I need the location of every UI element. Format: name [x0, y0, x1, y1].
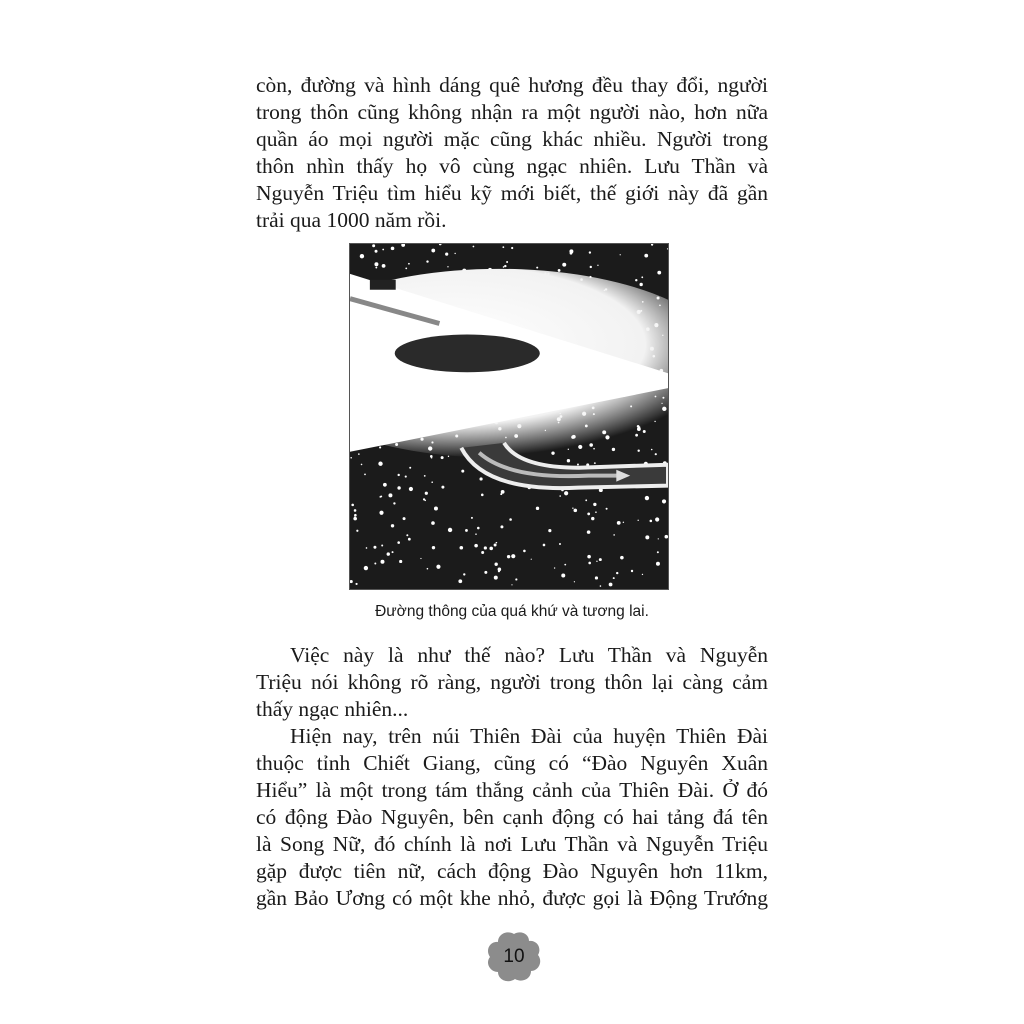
star	[474, 544, 478, 548]
star	[509, 518, 512, 521]
star	[559, 495, 561, 497]
star	[420, 558, 421, 559]
star	[523, 550, 526, 553]
text-line: còn, đường và hình dáng quê hương đều thay đổi, người	[256, 73, 768, 97]
star	[383, 483, 387, 487]
star	[657, 551, 659, 553]
star	[662, 499, 666, 503]
star	[644, 254, 648, 258]
star	[388, 493, 392, 497]
star	[448, 456, 449, 457]
text-line: gặp được tiên nữ, cách động Đào Nguyên hơn 11km,	[256, 859, 768, 883]
text-line: Hiện nay, trên núi Thiên Đài của huyện Thiên Đài	[290, 724, 768, 748]
star	[423, 498, 425, 500]
star	[366, 547, 368, 549]
page-number-badge	[485, 930, 543, 984]
star	[593, 503, 596, 506]
star	[354, 509, 357, 512]
star	[378, 462, 382, 466]
star	[639, 283, 642, 286]
star	[567, 459, 570, 462]
text-line: thấy ngạc nhiên...	[256, 697, 409, 721]
star	[501, 490, 505, 494]
star	[531, 559, 532, 560]
star	[475, 533, 477, 535]
star	[595, 511, 597, 513]
star	[665, 535, 669, 539]
star	[481, 551, 484, 554]
star	[587, 513, 590, 516]
star	[381, 544, 383, 546]
star	[458, 579, 462, 583]
star	[393, 502, 395, 504]
star	[484, 546, 487, 549]
star	[572, 507, 573, 508]
text-line: Hiểu” là một trong tám thắng cảnh của Thiên Đài. Ở đó	[256, 778, 768, 802]
star	[650, 520, 653, 523]
spaceship	[370, 280, 396, 290]
star	[599, 558, 602, 561]
star	[561, 573, 565, 577]
star	[387, 552, 390, 555]
star	[373, 546, 376, 549]
star	[398, 474, 400, 476]
star	[597, 265, 598, 266]
star	[364, 473, 366, 475]
star	[431, 249, 435, 253]
star	[409, 487, 413, 491]
text-line: trong thôn cũng không nhận ra một người nào, hơn nữa	[256, 100, 768, 124]
star	[494, 543, 497, 546]
star	[408, 538, 411, 541]
star	[591, 517, 594, 520]
star	[374, 563, 376, 565]
star	[405, 475, 407, 477]
star	[406, 534, 408, 536]
text-line: quần áo mọi người mặc cũng khác nhiều. Người trong	[256, 127, 768, 151]
star	[637, 520, 638, 521]
star	[484, 571, 487, 574]
star	[631, 570, 633, 572]
star	[645, 496, 649, 500]
star	[543, 544, 546, 547]
star	[351, 504, 354, 507]
star	[361, 464, 363, 466]
star	[548, 529, 551, 532]
star	[655, 517, 659, 521]
star	[441, 456, 444, 459]
star	[479, 477, 482, 480]
star	[431, 457, 433, 459]
star	[589, 251, 591, 253]
star	[397, 541, 400, 544]
star	[496, 542, 498, 544]
star	[355, 583, 357, 585]
star	[432, 546, 435, 549]
page-number: 10	[503, 946, 525, 967]
star	[590, 266, 592, 268]
star	[511, 247, 513, 249]
star	[382, 264, 386, 268]
star	[481, 494, 484, 497]
star	[392, 551, 394, 553]
star	[460, 546, 464, 550]
star	[570, 252, 573, 255]
star	[562, 263, 566, 267]
text-line: gần Bảo Ương có một khe nhỏ, được gọi là Động Trướng	[256, 886, 768, 910]
star	[375, 267, 377, 269]
star	[461, 470, 464, 473]
star	[405, 267, 407, 269]
star	[511, 554, 515, 558]
star	[403, 517, 406, 520]
star	[473, 246, 475, 248]
wormhole-opening	[395, 334, 540, 372]
star	[445, 253, 448, 256]
star	[613, 577, 615, 579]
star	[356, 530, 358, 532]
star	[515, 578, 517, 580]
star	[431, 481, 433, 483]
star	[613, 534, 615, 536]
star	[426, 260, 428, 262]
star	[364, 566, 368, 570]
star	[617, 521, 621, 525]
star	[382, 249, 384, 251]
star	[620, 254, 621, 255]
star	[564, 491, 568, 495]
text-line: thôn nhìn thấy họ vô cùng ngạc nhiên. Lưu Thần và	[256, 154, 768, 178]
star	[498, 570, 500, 572]
star	[454, 253, 455, 254]
star	[375, 250, 378, 253]
star	[574, 581, 575, 582]
star	[573, 509, 577, 513]
star	[465, 529, 468, 532]
star	[536, 267, 538, 269]
star	[645, 535, 649, 539]
star	[606, 508, 608, 510]
star	[657, 271, 661, 275]
star	[656, 562, 660, 566]
star	[427, 568, 429, 570]
star	[503, 266, 505, 268]
star	[353, 517, 357, 521]
star	[558, 269, 561, 272]
star	[391, 247, 395, 251]
star	[399, 560, 402, 563]
star	[379, 511, 383, 515]
star	[354, 514, 357, 517]
text-line: Nguyễn Triệu tìm hiểu kỹ mới biết, thế giới này đã gần	[256, 181, 768, 205]
star	[502, 246, 504, 248]
star	[623, 522, 624, 523]
text-line: trải qua 1000 năm rồi.	[256, 208, 447, 232]
star	[408, 263, 410, 265]
star	[381, 560, 385, 564]
star	[448, 528, 452, 532]
star	[391, 524, 394, 527]
star	[409, 467, 411, 469]
star	[489, 547, 493, 551]
star	[372, 244, 375, 247]
star	[559, 543, 561, 545]
star	[587, 555, 591, 559]
star	[554, 567, 555, 568]
star	[588, 562, 591, 565]
star	[577, 464, 579, 466]
text-line: là Song Nữ, đó chính là nơi Lưu Thần và Nguyễn Triệu	[256, 832, 768, 856]
text-line: thuộc tỉnh Chiết Giang, cũng có “Đào Nguyên Xuân	[256, 751, 768, 775]
star	[600, 585, 602, 587]
star	[500, 525, 503, 528]
star	[434, 506, 438, 510]
star	[424, 475, 426, 477]
star	[587, 530, 591, 534]
star	[609, 583, 613, 587]
star	[635, 279, 637, 281]
star	[507, 555, 510, 558]
star	[655, 453, 657, 455]
star	[620, 556, 624, 560]
star	[494, 563, 497, 566]
figure-caption: Đường thông của quá khứ và tương lai.	[375, 603, 649, 620]
text-line: Việc này là như thế nào? Lưu Thần và Nguyễn	[290, 643, 768, 667]
star	[651, 244, 653, 246]
star	[641, 276, 643, 278]
star	[658, 538, 659, 539]
star	[447, 266, 448, 267]
star	[536, 507, 539, 510]
text-line: Triệu nói không rõ ràng, người trong thôn lại càng cảm	[256, 670, 768, 694]
star	[374, 262, 378, 266]
star	[504, 265, 506, 267]
star	[494, 576, 498, 580]
star	[511, 584, 512, 585]
star	[350, 580, 353, 583]
star	[401, 243, 405, 247]
star	[431, 521, 435, 525]
wormhole-illustration	[349, 243, 669, 590]
star	[616, 572, 618, 574]
star	[441, 486, 444, 489]
star	[506, 261, 508, 263]
star	[471, 517, 473, 519]
star	[595, 576, 598, 579]
star	[397, 486, 400, 489]
star	[436, 565, 440, 569]
star	[477, 527, 480, 530]
star	[585, 499, 587, 501]
star	[425, 492, 428, 495]
star	[642, 574, 643, 575]
star	[667, 248, 668, 249]
star	[564, 564, 566, 566]
star	[380, 495, 382, 497]
star	[360, 254, 364, 258]
star	[463, 573, 465, 575]
text-line: có động Đào Nguyên, bên cạnh động có hai tảng đá tên	[256, 805, 768, 829]
star	[596, 561, 597, 562]
star	[594, 462, 596, 464]
